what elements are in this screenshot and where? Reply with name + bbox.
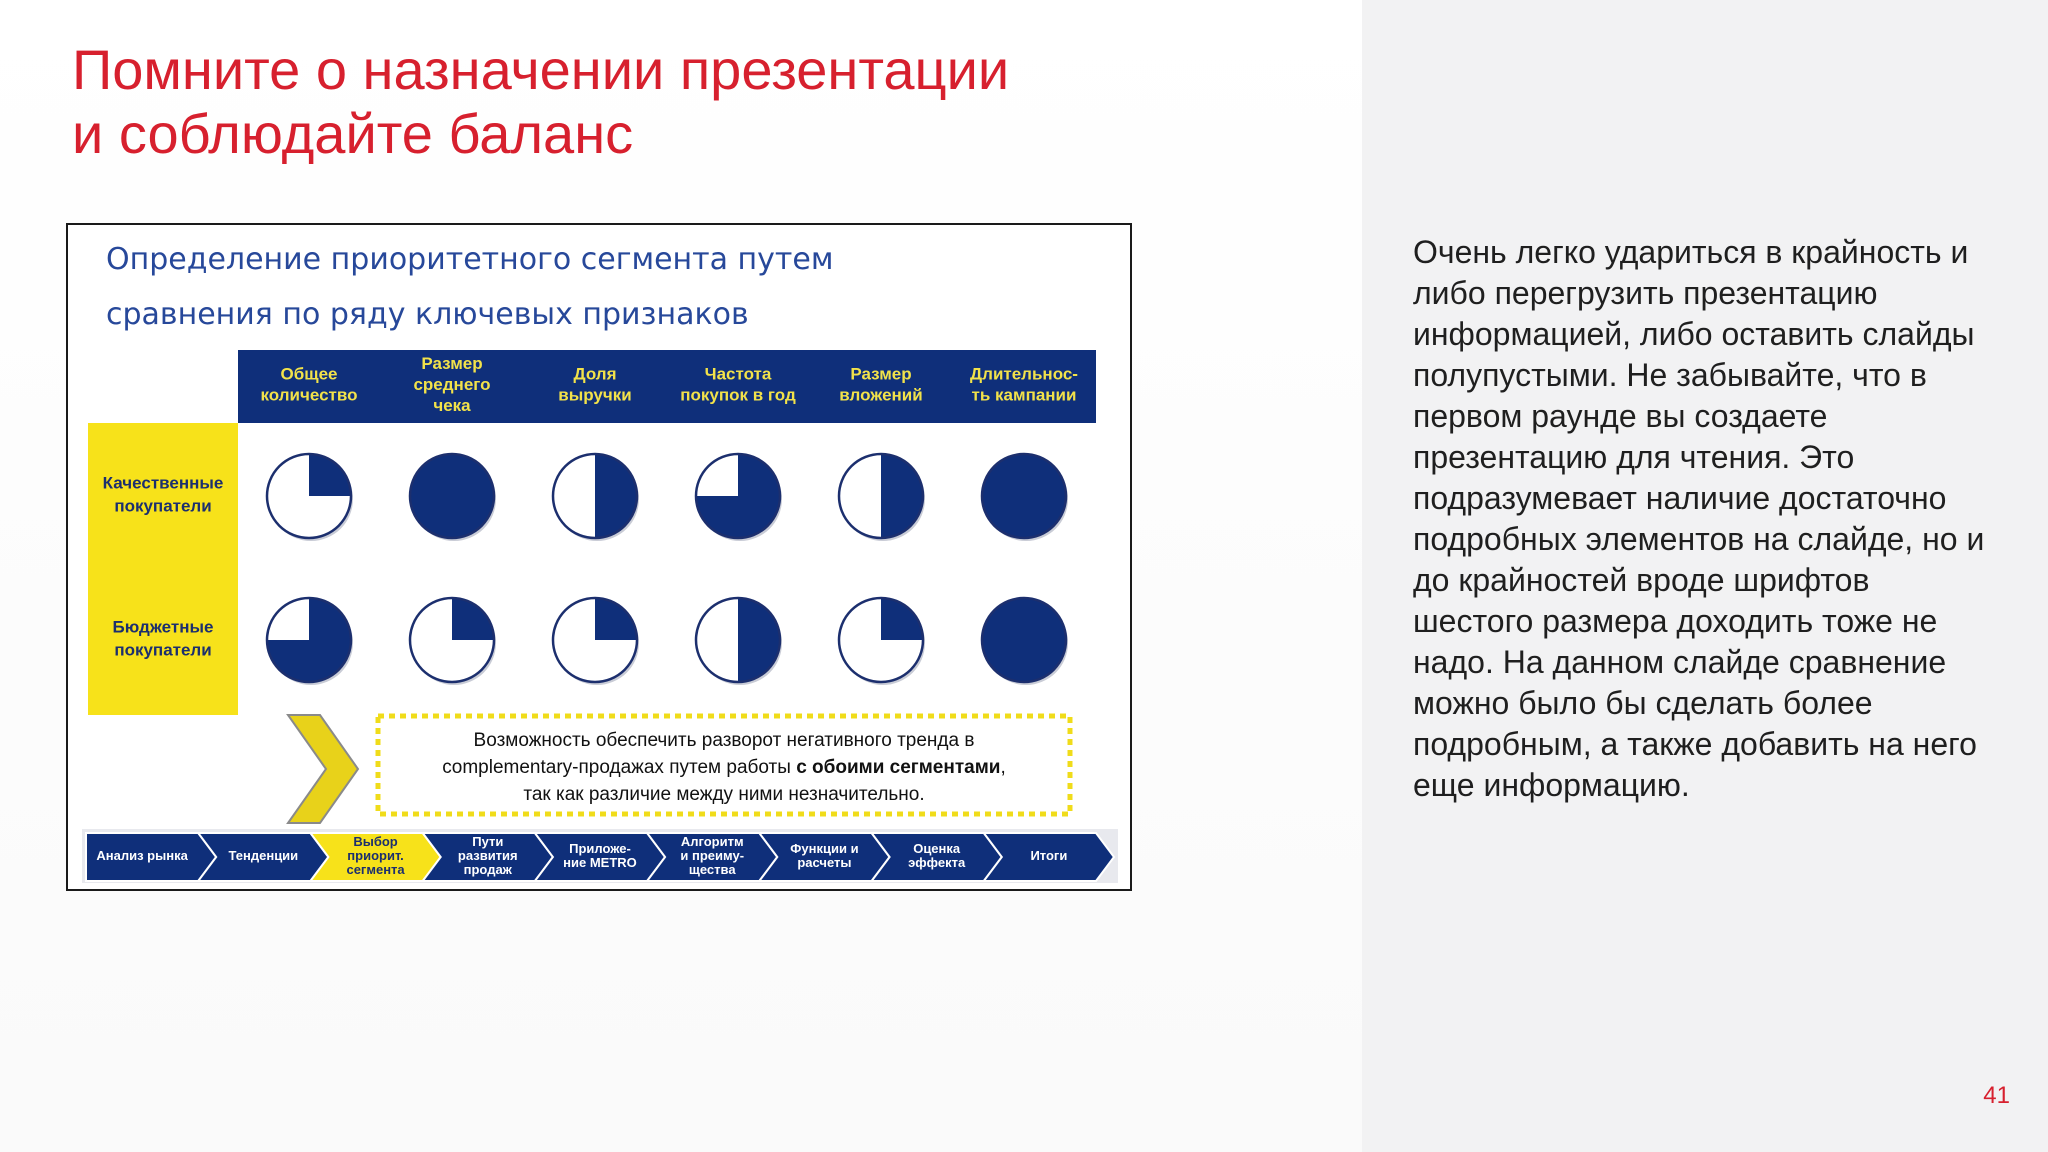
- harvey-ball: [410, 454, 496, 541]
- conclusion-text: [442, 730, 1005, 805]
- harvey-ball: [553, 598, 639, 685]
- header-background: [238, 350, 1096, 423]
- column-header-1: Общее количество: [260, 364, 358, 405]
- process-step-label-7: Функции и расчеты: [790, 841, 859, 871]
- column-header-2: Размер среднего чека: [413, 354, 491, 416]
- harvey-ball: [410, 598, 496, 685]
- harvey-ball: [839, 598, 925, 685]
- speaker-notes-text: Очень легко удариться в крайность и либо перегрузить презентацию информацией, либо оставить слайды полупустыми. Не забывайте, что в первом раунде вы создаете презентацию для чтения. Это подразумевает наличие достаточно подробных элементов на слайде, но и до крайностей вроде шрифтов шестого размера доходить тоже не надо. На данном слайде сравнение можно было бы сделать более подробным, а также добавить на него еще информацию.: [1413, 234, 1985, 803]
- conclusion-line-1: Возможность обеспечить разворот негативного тренда в: [473, 730, 975, 752]
- conclusion-line-3: так как различие между ними незначительно.: [523, 784, 925, 806]
- process-step-label-3: Выбор приорит. сегмента: [346, 834, 405, 878]
- column-header-5: Размер вложений: [839, 364, 923, 405]
- conclusion-line-2: complementary-продажах путем работы с обоими сегментами,: [442, 757, 1006, 779]
- example-title-line-2: сравнения по ряду ключевых признаков: [106, 297, 749, 332]
- harvey-ball: [553, 454, 639, 541]
- process-step-label-9: Итоги: [1030, 848, 1068, 864]
- process-step-label-8: Оценка эффекта: [908, 841, 966, 871]
- example-slide-graphic: [68, 225, 1130, 889]
- column-header-4: Частота покупок в год: [680, 364, 796, 405]
- harvey-ball: [267, 598, 353, 685]
- process-step-label-1: Анализ рынка: [96, 848, 188, 864]
- harvey-ball: [696, 598, 782, 685]
- column-header-bar: [238, 350, 1096, 423]
- conclusion-callout: [288, 715, 1070, 823]
- harvey-ball: [267, 454, 353, 541]
- harvey-ball: [696, 454, 782, 541]
- example-title-line-1: Определение приоритетного сегмента путем: [106, 242, 834, 277]
- column-header-6: Длительнос-ть кампании: [970, 364, 1078, 405]
- harvey-ball: [839, 454, 925, 541]
- process-step-label-2: Тенденции: [228, 848, 299, 864]
- row-label-2: Бюджетные покупатели: [112, 617, 214, 660]
- example-slide-image: [66, 223, 1132, 891]
- page-number: 41: [1983, 1082, 2010, 1109]
- column-header-3: Доля выручки: [558, 364, 632, 405]
- process-chevron-bar: [82, 829, 1118, 883]
- harvey-ball: [982, 598, 1068, 685]
- process-step-label-4: Пути развития продаж: [457, 834, 518, 878]
- row-label-bar: [88, 423, 238, 715]
- slide-title-line-2: и соблюдайте баланс: [72, 102, 634, 165]
- slide-title-line-1: Помните о назначении презентации: [72, 38, 1010, 101]
- slide-title: [72, 38, 1272, 166]
- row-label-1: Качественные покупатели: [102, 473, 224, 516]
- process-step-label-5: Приложе-ние METRO: [563, 841, 637, 871]
- process-step-label-6: Алгоритм и преиму-щества: [680, 834, 745, 878]
- harvey-ball: [982, 454, 1068, 541]
